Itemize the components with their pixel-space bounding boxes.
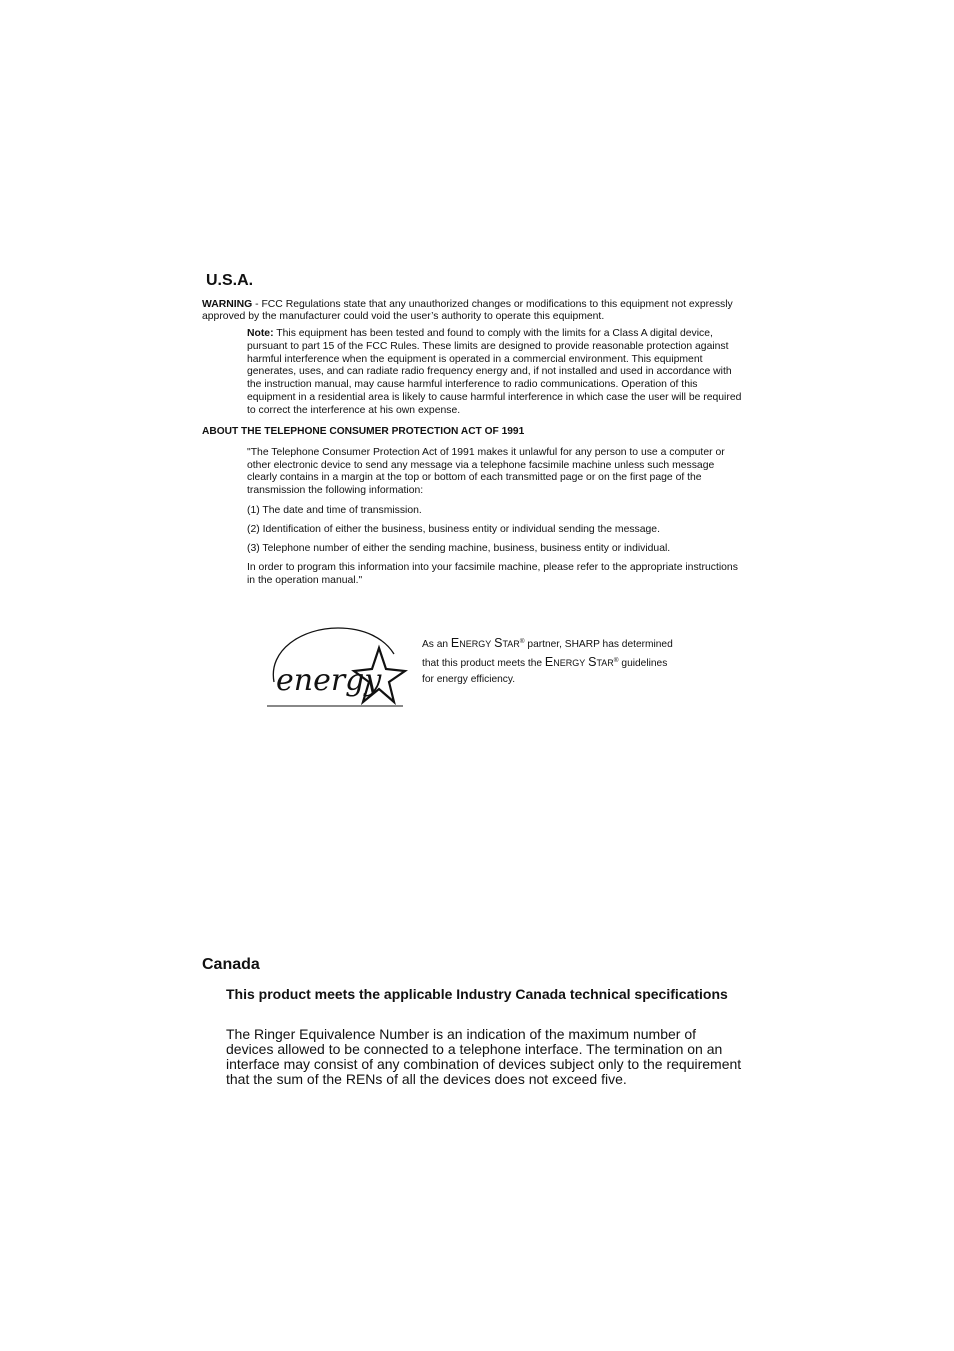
energy-star-brand: ENERGY STAR® bbox=[450, 636, 525, 650]
energy-star-statement: As an ENERGY STAR® partner, SHARP has determined that this product meets the ENERGY STAR® guidelines for energy efficiency. bbox=[422, 636, 673, 685]
tcpa-heading: ABOUT THE TELEPHONE CONSUMER PROTECTION ACT OF 1991 bbox=[202, 426, 525, 437]
fcc-note bbox=[247, 328, 742, 418]
note-text: This equipment has been tested and found to comply with the limits for a Class A digital device, pursuant to part 15 of the FCC Rules. These limits are designed to provide reasonable protection against harmful interference when the equipment is operated in a commercial environment. This equipment generates, uses, and can radiate radio frequency energy and, if not installed and used in accordance with the instruction manual, may cause harmful interference to radio communications. Operation of this equipment in a residential area is likely to cause harmful interference in which case the user will be required to correct the interference at his own expense. bbox=[247, 328, 742, 416]
tcpa-closing: In order to program this information into your facsimile machine, please refer to the appropriate instructions in the operation manual." bbox=[247, 562, 738, 586]
energy-logo-text: energy bbox=[276, 663, 382, 698]
canada-body: The Ringer Equivalence Number is an indication of the maximum number of devices allowed to be connected to a telephone interface. The termination on an interface may consist of any combination of devices subject only to the requirement that the sum of the RENs of all the devices does not exceed five. bbox=[226, 1026, 742, 1087]
canada-subheading: This product meets the applicable Industry Canada technical specifications bbox=[226, 986, 728, 1002]
tcpa-item-2: (2) Identification of either the business, business entity or individual sending the message. bbox=[247, 524, 660, 535]
canada-heading: Canada bbox=[202, 956, 260, 973]
usa-heading: U.S.A. bbox=[206, 272, 254, 289]
tcpa-quote: "The Telephone Consumer Protection Act of 1991 makes it unlawful for any person to use a computer or other electronic device to send any message via a telephone facsimile machine unless such message clearly contains in a margin at the top or bottom of each transmitted page or on the first page of the transmission the following information: bbox=[247, 447, 725, 496]
energy-star-logo bbox=[262, 624, 408, 710]
warning-label: WARNING bbox=[202, 299, 253, 310]
energy-star-logo-icon bbox=[262, 624, 408, 710]
warning-text: - FCC Regulations state that any unauthorized changes or modifications to this equipment not expressly approved by the manufacturer could void the user’s authority to operate this equipment. bbox=[202, 299, 733, 322]
energy-star-brand: ENERGY STAR® bbox=[544, 655, 619, 669]
tcpa-item-1: (1) The date and time of transmission. bbox=[247, 505, 422, 516]
note-label: Note: bbox=[247, 328, 274, 339]
tcpa-item-3: (3) Telephone number of either the sending machine, business, business entity or individual. bbox=[247, 543, 671, 554]
fcc-warning bbox=[202, 299, 742, 322]
